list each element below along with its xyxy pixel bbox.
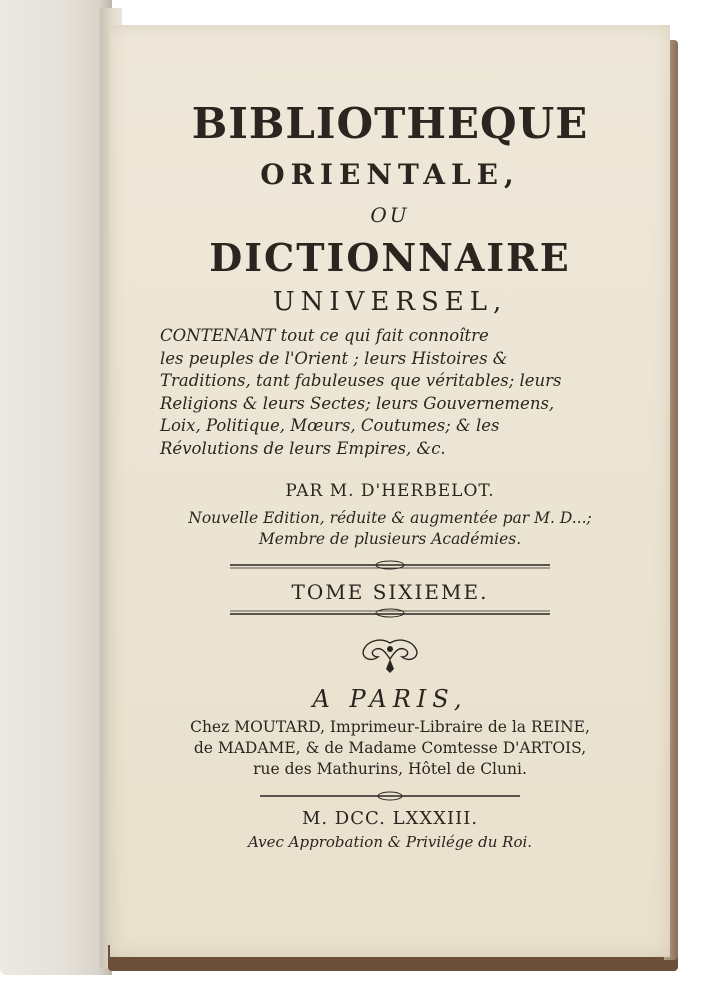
left-page-edge <box>0 0 112 975</box>
imprint-line-1: Chez MOUTARD, Imprimeur-Libraire de la REINE, <box>190 718 590 736</box>
author-line: PAR M. D'HERBELOT. <box>285 481 495 501</box>
title-dictionnaire: DICTIONNAIRE <box>209 235 571 280</box>
edition-line-2: Membre de plusieurs Académies. <box>258 530 522 548</box>
title-orientale: ORIENTALE, <box>260 158 520 191</box>
description-line: Révolutions de leurs Empires, &c. <box>160 438 446 458</box>
ornamental-rule <box>260 791 520 801</box>
printers-ornament <box>350 635 430 675</box>
description <box>160 325 600 460</box>
title-ou: OU <box>370 203 410 227</box>
title-universel: UNIVERSEL, <box>272 287 508 317</box>
imprint-line-2: de MADAME, & de Madame Comtesse D'ARTOIS, <box>193 739 587 757</box>
edition-line-1: Nouvelle Edition, réduite & augmentée par M. D...; <box>188 509 592 527</box>
description-line: Traditions, tant fabuleuses que véritables; leurs <box>160 371 562 390</box>
description-line: Religions & leurs Sectes; leurs Gouvernemens, <box>160 393 555 413</box>
description-line: les peuples de l'Orient ; leurs Histoires & <box>160 348 508 368</box>
publication-date: M. DCC. LXXXIII. <box>301 808 479 829</box>
description-line: CONTENANT tout ce qui fait connoître <box>160 326 489 345</box>
title-page <box>110 25 670 957</box>
imprint-line-3: rue des Mathurins, Hôtel de Cluni. <box>253 760 527 778</box>
ornamental-rule <box>230 560 550 570</box>
title-bibliotheque: BIBLIOTHEQUE <box>191 99 589 148</box>
place-of-publication: A PARIS, <box>312 685 468 713</box>
ornamental-rule <box>230 608 550 618</box>
tome-label: TOME SIXIEME. <box>291 580 489 604</box>
description-line: Loix, Politique, Mœurs, Coutumes; & les <box>160 416 500 435</box>
approbation-line: Avec Approbation & Privilége du Roi. <box>247 833 533 851</box>
